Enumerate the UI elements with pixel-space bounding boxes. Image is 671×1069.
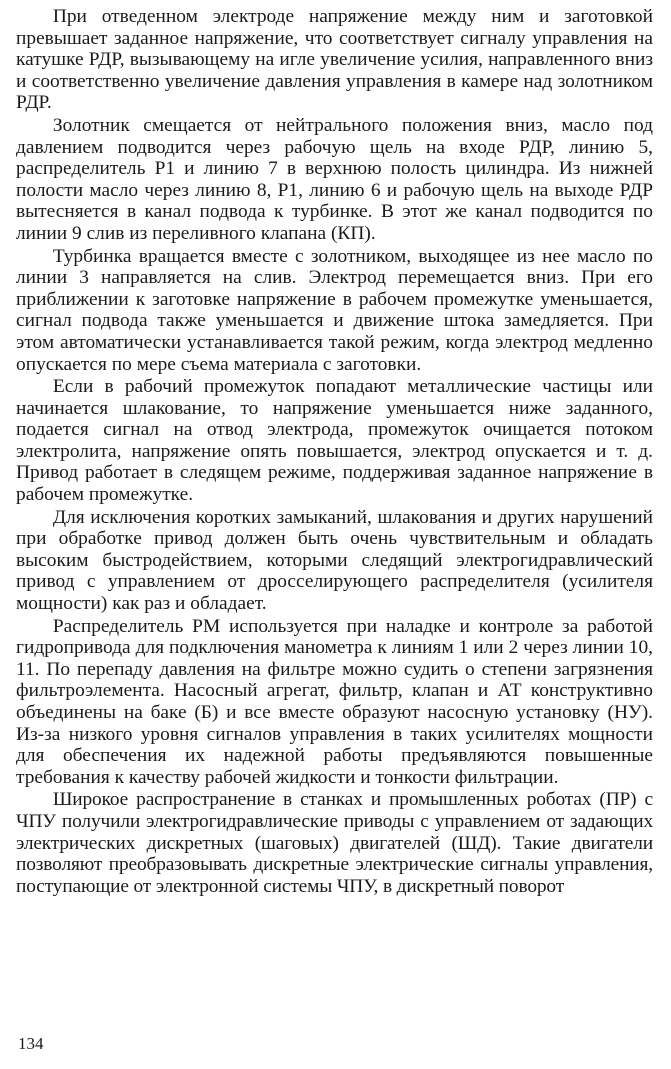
page-number: 134 xyxy=(18,1034,44,1053)
paragraph-4: Если в рабочий промежуток попадают металлические частицы или начинается шлакование, то напряжение уменьшается ниже заданного, подается сигнал на отвод электрода, промежуток очищается потоком электролита, напряжение опять повышается, электрод опускается и т. д. Привод работает в следящем режиме, поддерживая заданное напряжение в рабочем промежутке. xyxy=(16,376,653,506)
paragraph-6: Распределитель РМ используется при наладке и контроле за работой гидропривода для подключения манометра к линиям 1 или 2 через линии 10, 11. По перепаду давления на фильтре можно судить о степени загрязнения фильтроэлемента. Насосный агрегат, фильтр, клапан и АТ конструктивно объединены на баке (Б) и все вместе образуют насосную установку (НУ). Из-за низкого уровня сигналов управления в таких усилителях мощности для обеспечения их надежной работы предъявляются повышенные требования к качеству рабочей жидкости и тонкости фильтрации. xyxy=(16,615,653,788)
paragraph-3: Турбинка вращается вместе с золотником, выходящее из нее масло по линии 3 направляется на слив. Электрод перемещается вниз. При его приближении к заготовке напряжение в рабочем промежутке уменьшается, сигнал подвода также уменьшается и движение штока замедляется. При этом автоматически устанавливается такой режим, когда электрод медленно опускается по мере съема материала с заготовки. xyxy=(16,245,653,375)
paragraph-2: Золотник смещается от нейтрального положения вниз, масло под давлением подводится через рабочую щель на входе РДР, линию 5, распределитель Р1 и линию 7 в верхнюю полость цилиндра. Из нижней полости масло через линию 8, Р1, линию 6 и рабочую щель на выходе РДР вытесняется в канал подвода к турбинке. В этот же канал подводится по линии 9 слив из переливного клапана (КП). xyxy=(16,114,653,244)
paragraph-1: При отведенном электроде напряжение между ним и заготовкой превышает заданное напряжение, что соответствует сигналу управления на катушке РДР, вызывающему на игле увеличение усилия, направленного вниз и соответственно увеличение давления управления в камере над золотником РДР. xyxy=(16,6,653,114)
page-body xyxy=(16,6,653,897)
paragraph-5: Для исключения коротких замыканий, шлакования и других нарушений при обработке привод должен быть очень чувствительным и обладать высоким быстродействием, которыми следящий электрогидравлический привод с управлением от дросселирующего распределителя (усилителя мощности) как раз и обладает. xyxy=(16,506,653,615)
paragraph-7: Широкое распространение в станках и промышленных роботах (ПР) с ЧПУ получили электрогидравлические приводы с управлением от задающих электрических дискретных (шаговых) двигателей (ШД). Такие двигатели позволяют преобразовывать дискретные электрические сигналы управления, поступающие от электронной системы ЧПУ, в дискретный поворот xyxy=(16,789,653,897)
